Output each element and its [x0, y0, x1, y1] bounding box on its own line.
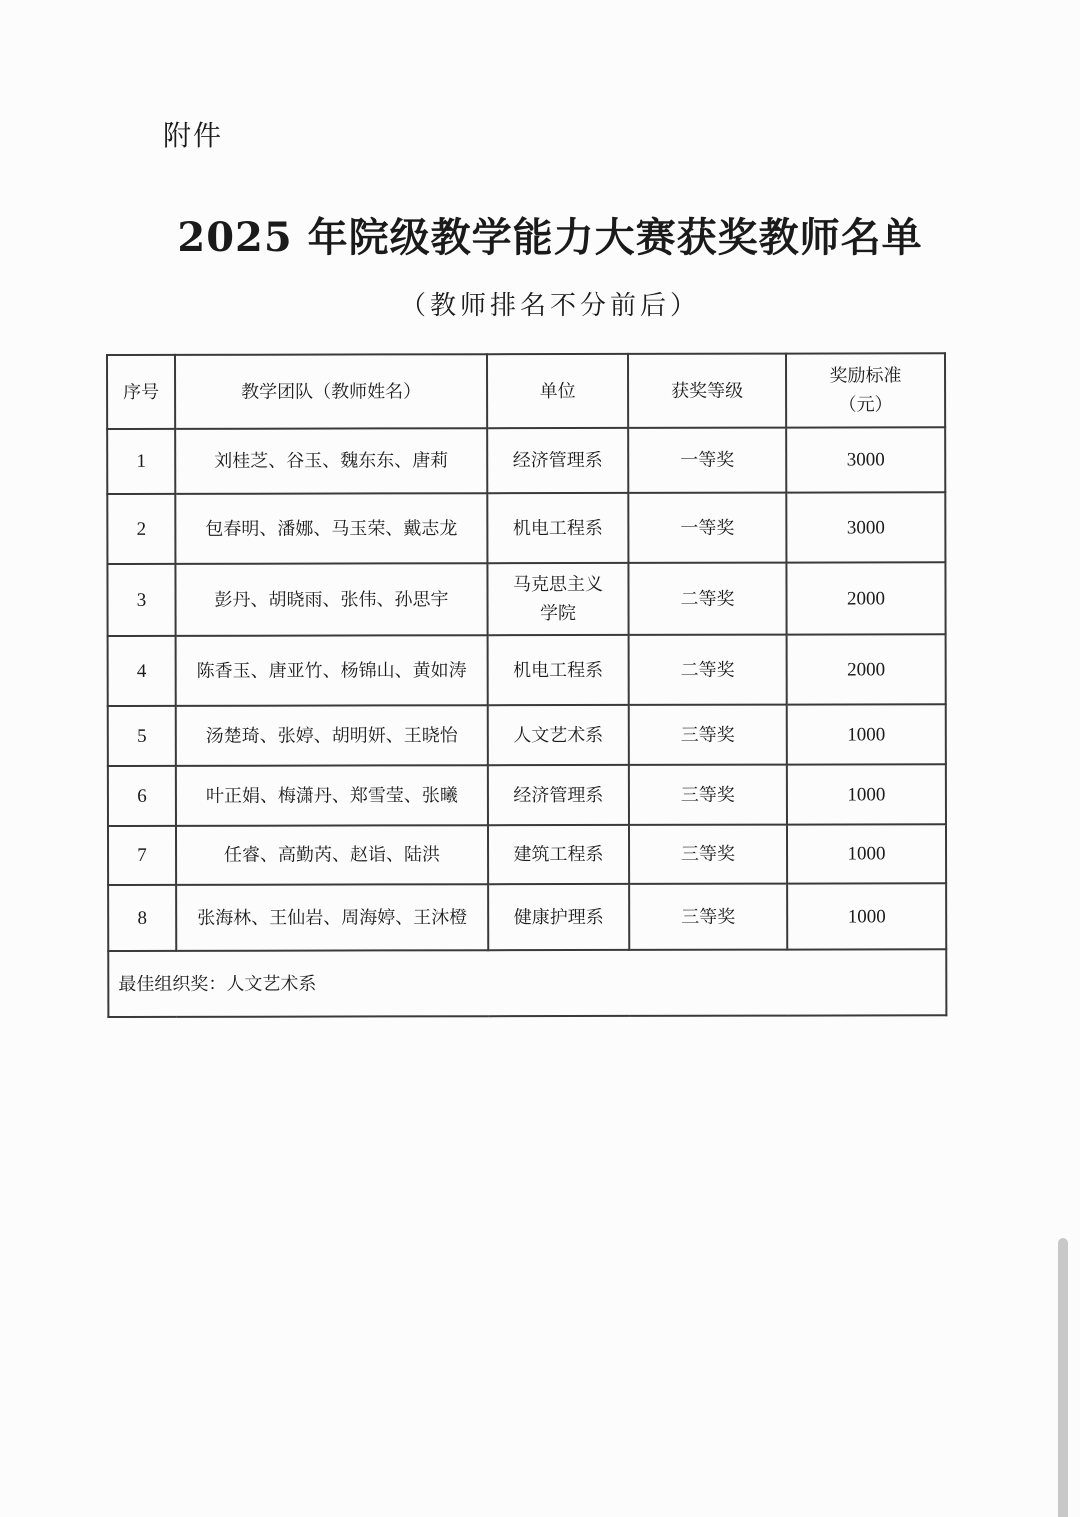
- header-unit: 单位: [487, 354, 628, 428]
- row-level: 一等奖: [628, 493, 786, 563]
- row-team: 包春明、潘娜、马玉荣、戴志龙: [175, 493, 487, 564]
- row-team: 刘桂芝、谷玉、魏东东、唐莉: [175, 428, 487, 494]
- header-reward-line2: （元）: [838, 394, 893, 416]
- row-level: 二等奖: [628, 563, 786, 635]
- table-row: [108, 883, 946, 951]
- table-header-row: [107, 353, 945, 429]
- row-reward: 1000: [787, 883, 946, 949]
- header-index: 序号: [107, 355, 175, 429]
- row-reward: 1000: [787, 704, 946, 764]
- row-reward: 2000: [786, 562, 945, 634]
- row-reward: 3000: [786, 492, 945, 562]
- row-level: 三等奖: [629, 884, 787, 950]
- row-index: 1: [107, 429, 175, 494]
- row-unit-line1: 马克思主义: [512, 573, 604, 596]
- header-reward: [786, 353, 945, 427]
- row-team: 彭丹、胡晓雨、张伟、孙思宇: [175, 563, 487, 636]
- table-row: [107, 427, 945, 494]
- row-index: 4: [108, 636, 176, 706]
- row-unit: 健康护理系: [488, 884, 629, 950]
- row-reward: 1000: [787, 764, 946, 824]
- row-reward: 3000: [786, 427, 945, 492]
- row-unit: 人文艺术系: [488, 705, 629, 765]
- document-title: 2025 年院级教学能力大赛获奖教师名单: [177, 214, 923, 261]
- header-reward-line1: 奖励标准: [829, 365, 902, 387]
- row-unit: [487, 563, 628, 635]
- row-team: 叶正娟、梅潇丹、郑雪莹、张曦: [176, 765, 488, 826]
- table-row: [107, 492, 945, 564]
- row-index: 6: [108, 766, 176, 826]
- row-unit-line2: 学院: [540, 603, 577, 625]
- row-team: 张海林、王仙岩、周海婷、王沐橙: [176, 884, 488, 951]
- row-level: 三等奖: [629, 825, 787, 884]
- row-unit: 经济管理系: [488, 765, 629, 825]
- table-row: [108, 764, 946, 826]
- header-team: 教学团队（教师姓名）: [175, 354, 487, 429]
- row-unit: 机电工程系: [488, 635, 629, 705]
- row-team: 任睿、高勤芮、赵诣、陆洪: [176, 825, 488, 885]
- row-team: 陈香玉、唐亚竹、杨锦山、黄如涛: [176, 635, 488, 706]
- row-index: 8: [108, 885, 176, 951]
- row-team: 汤楚琦、张婷、胡明妍、王晓怡: [176, 705, 488, 766]
- row-index: 2: [107, 494, 175, 564]
- table-row: [107, 562, 945, 636]
- vertical-scrollbar[interactable]: [1058, 1238, 1068, 1517]
- row-index: 3: [107, 564, 175, 636]
- best-organization-award: 最佳组织奖：人文艺术系: [108, 949, 946, 1017]
- row-unit: 建筑工程系: [488, 825, 629, 884]
- header-level: 获奖等级: [628, 354, 786, 428]
- row-reward: 2000: [787, 634, 946, 704]
- row-level: 三等奖: [629, 705, 787, 765]
- row-reward: 1000: [787, 824, 946, 883]
- attachment-label: 附件: [163, 119, 224, 152]
- table-footer-row: [108, 949, 946, 1017]
- row-index: 5: [108, 706, 176, 766]
- document-subtitle: （教师排名不分前后）: [399, 291, 700, 321]
- row-level: 三等奖: [629, 765, 787, 825]
- row-level: 一等奖: [628, 428, 786, 493]
- row-unit: 经济管理系: [487, 428, 628, 493]
- row-level: 二等奖: [629, 635, 787, 705]
- table-row: [108, 824, 946, 885]
- row-unit: 机电工程系: [487, 493, 628, 563]
- table-row: [108, 634, 946, 706]
- award-table: [106, 352, 947, 1018]
- table-row: [108, 704, 946, 766]
- row-index: 7: [108, 826, 176, 885]
